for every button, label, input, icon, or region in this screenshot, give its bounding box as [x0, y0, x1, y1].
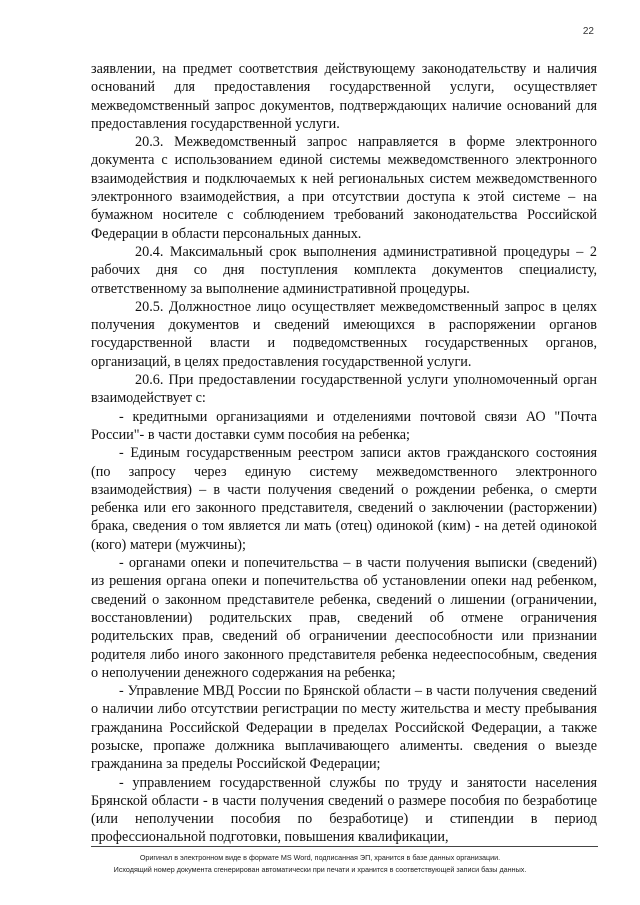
- footer-line-outgoing-number: Исходящий номер документа сгенерирован автоматически при печати и хранится в соответствующей записи базы данных.: [113, 865, 527, 874]
- paragraph-continuation: заявлении, на предмет соответствия действующему законодательству и наличия оснований для предоставления государственной услуги, осуществляет межведомственный запрос документов, подтверждающих наличие оснований для предоставления государственной услуги.: [91, 61, 597, 132]
- footer-divider: [91, 846, 598, 847]
- page-number: 22: [582, 26, 594, 37]
- list-item-employment-service: - управлением государственной службы по труду и занятости населения Брянской области - в части получения сведений о размере пособия по безработице (или неполучении пособия по безработице) и стипендии в период профессиональной подготовки, повышения квалификации,: [91, 774, 597, 846]
- paragraph-20-4: 20.4. Максимальный срок выполнения административной процедуры – 2 рабочих дня со дня поступления комплекта документов специалисту, ответственному за выполнение административной процедуры.: [91, 243, 597, 297]
- paragraph-20-6: 20.6. При предоставлении государственной услуги уполномоченный орган взаимодействует с:: [91, 372, 597, 407]
- list-item-credit-organizations: - кредитными организациями и отделениями почтовой связи АО "Почта России"- в части доставки сумм пособия на ребенка;: [91, 408, 597, 443]
- paragraph-20-5: 20.5. Должностное лицо осуществляет межведомственный запрос в целях получения документов и сведений имеющихся в распоряжении органов государственной власти и подведомственных государственных органов, организаций, в целях предоставления государственной услуги.: [91, 298, 597, 370]
- document-footer: [60, 852, 580, 876]
- list-item-mvd-bryansk: - Управление МВД России по Брянской области – в части получения сведений о наличии либо отсутствии регистрации по месту жительства и месту пребывания гражданина Российской Федерации в пределах Российской Федерации, а также розыске, пропаже должника выплачивающего алименты. сведения о выезде гражданина за пределы Российской Федерации;: [91, 683, 597, 773]
- paragraph-20-3: 20.3. Межведомственный запрос направляется в форме электронного документа с использованием единой системы межведомственного электронного взаимодействия и подключаемых к ней региональных систем межведомственного электронного взаимодействия, а при отсутствии доступа к этой системе – на бумажном носителе с соблюдением требований законодательства Российской Федерации в области персональных данных.: [91, 134, 597, 242]
- document-body: [91, 60, 597, 847]
- footer-line-original: Оригинал в электронном виде в формате MS Word, подписанная ЭП, хранится в базе данных организации.: [139, 853, 501, 862]
- list-item-civil-registry: - Единым государственным реестром записи актов гражданского состояния (по запросу через единую систему межведомственного электронного взаимодействия) – в части получения сведений о рождении ребенка, о смерти ребенка или его законного представителя, сведений о заключении (расторжении) брака, сведения о том является ли мать (отец) одинокой (ким) - на детей одинокой (кого) матери (мужчины);: [91, 445, 597, 553]
- list-item-guardianship-bodies: - органами опеки и попечительства – в части получения выписки (сведений) из решения органа опеки и попечительства об установлении опеки над ребенком, сведений о законном представителе ребенка, сведений о лишении (ограничении, восстановлении) родительских прав, сведений об отмене ограничения родительских прав, сведений об ограничении дееспособности или признании родителя либо иного законного представителя ребенка недееспособным, сведения о неполучении денежного содержания на ребенка;: [91, 555, 597, 681]
